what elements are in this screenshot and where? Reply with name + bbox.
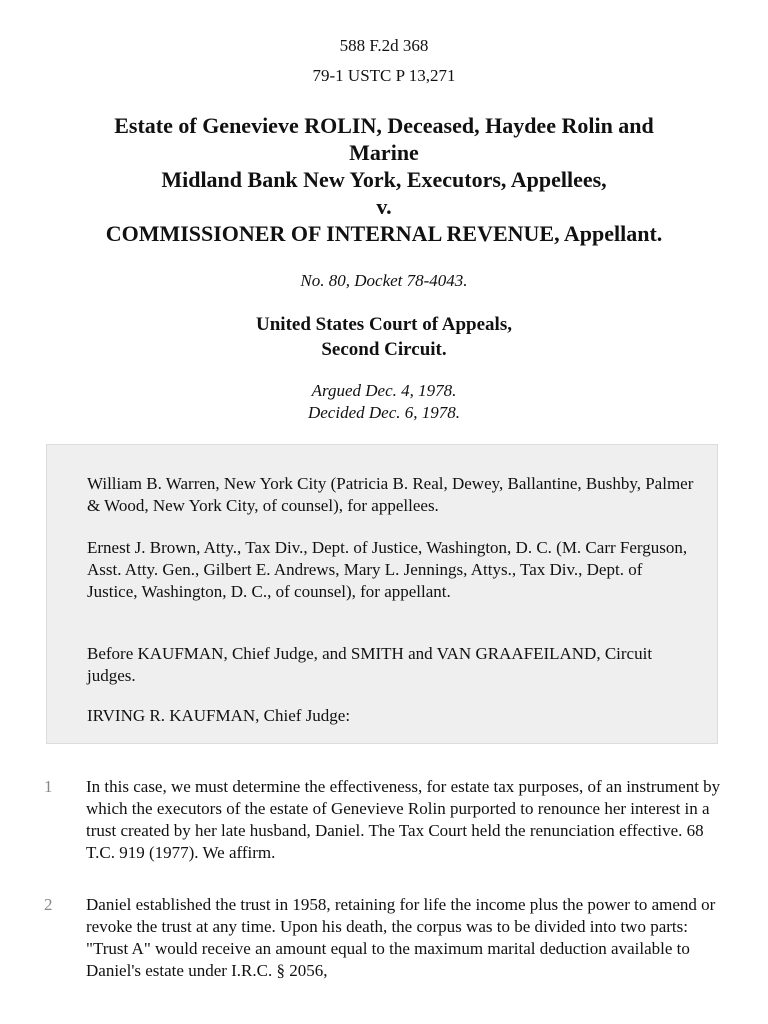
panel-judges: Before KAUFMAN, Chief Judge, and SMITH and VAN GRAAFEILAND, Circuit judges. xyxy=(87,644,653,685)
paragraph-number: 1 xyxy=(44,777,53,796)
counsel-appellant: Ernest J. Brown, Atty., Tax Div., Dept. of Justice, Washington, D. C. (M. Carr Ferguson, Asst. Atty. Gen., Gilbert E. Andrews, Mary L. Jennings, Attys., Tax Div., Dept. of Justice, Washington, D. C., of counsel), for appellant. xyxy=(87,538,688,601)
caption-line-4: v. xyxy=(376,194,392,219)
docket-number: No. 80, Docket 78-4043. xyxy=(300,271,468,290)
caption-line-1: Estate of Genevieve ROLIN, Deceased, Haydee Rolin and xyxy=(114,113,654,138)
case-dates xyxy=(0,380,768,424)
argued-date: Argued Dec. 4, 1978. xyxy=(311,381,457,400)
paragraph-number: 2 xyxy=(44,895,53,914)
case-caption xyxy=(40,112,728,247)
court-name xyxy=(0,312,768,362)
opinion-author: IRVING R. KAUFMAN, Chief Judge: xyxy=(87,706,351,725)
counsel-box xyxy=(46,444,718,744)
counsel-appellees: William B. Warren, New York City (Patricia B. Real, Dewey, Ballantine, Bushby, Palmer & Wood, New York City, of counsel), for appellees. xyxy=(87,474,694,515)
caption-line-2: Marine xyxy=(349,140,419,165)
citation-reporter: 588 F.2d 368 xyxy=(339,36,429,55)
paragraph-text: Daniel established the trust in 1958, retaining for life the income plus the power to amend or revoke the trust at any time. Upon his death, the corpus was to be divided into two parts: "Trust A" would receive an amount equal to the maximum marital deduction available to Daniel's estate under I.R.C. § 2056, xyxy=(86,895,716,980)
court-name-line-1: United States Court of Appeals, xyxy=(256,314,512,335)
caption-line-3: Midland Bank New York, Executors, Appellees, xyxy=(161,167,607,192)
citation-tax: 79-1 USTC P 13,271 xyxy=(312,66,456,85)
decided-date: Decided Dec. 6, 1978. xyxy=(307,403,460,422)
court-name-line-2: Second Circuit. xyxy=(321,339,447,360)
paragraph-text: In this case, we must determine the effectiveness, for estate tax purposes, of an instrument by which the executors of the estate of Genevieve Rolin purported to renounce her interest in a trust created by her late husband, Daniel. The Tax Court held the renunciation effective. 68 T.C. 919 (1977). We affirm. xyxy=(86,777,721,862)
caption-line-5: COMMISSIONER OF INTERNAL REVENUE, Appellant. xyxy=(105,221,663,246)
